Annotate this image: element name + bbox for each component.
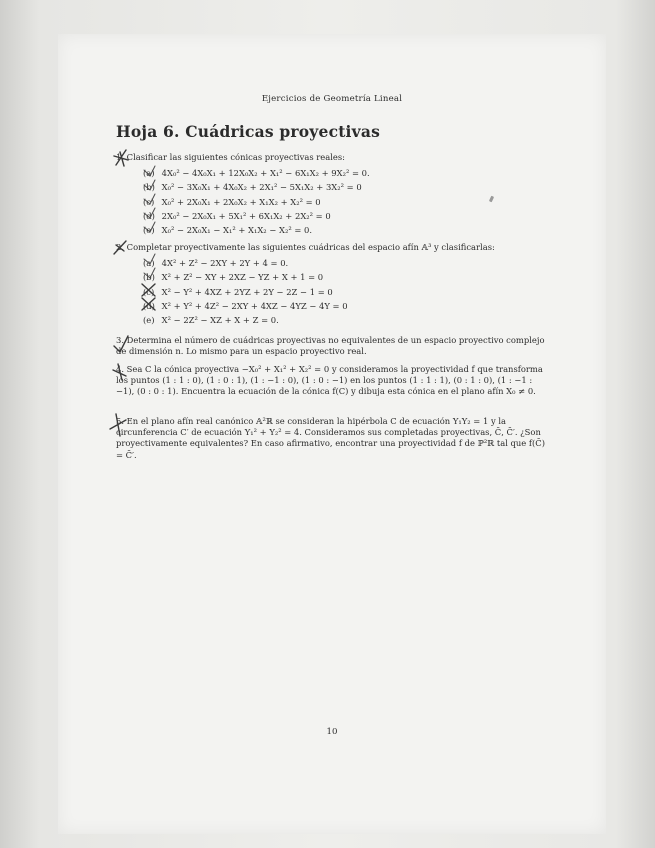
item-label: (c) bbox=[143, 196, 155, 207]
check-mark-exercise-3 bbox=[114, 336, 128, 352]
cross-mark-item-2c bbox=[142, 284, 155, 296]
paper-sheet bbox=[58, 34, 606, 834]
item-formula: X² − 2Z² − XZ + X + Z = 0. bbox=[161, 314, 279, 325]
item-formula: X₀² − 2X₀X₁ − X₁² + X₁X₂ − X₂² = 0. bbox=[161, 224, 313, 235]
item-formula: X₀² + 2X₀X₁ + 2X₀X₂ + X₁X₂ + X₂² = 0 bbox=[161, 196, 321, 207]
item-formula: 2X₀² − 2X₀X₁ + 5X₁² + 6X₁X₂ + 2X₂² = 0 bbox=[161, 210, 331, 221]
exercise-number: 5. bbox=[116, 416, 124, 426]
check-mark-item-1b bbox=[144, 180, 155, 190]
item-formula: X² − Y² + 4XZ + 2YZ + 2Y − 2Z − 1 = 0 bbox=[161, 286, 333, 297]
exercise-number: 3. bbox=[116, 335, 124, 345]
exercise-number: 1. bbox=[116, 152, 124, 162]
item-formula: X² + Y² + 4Z² − 2XY + 4XZ − 4YZ − 4Y = 0 bbox=[161, 300, 348, 311]
page-number: 10 bbox=[326, 727, 338, 737]
check-mark-item-1a bbox=[144, 166, 155, 176]
item-formula: 4X² + Z² − 2XY + 2Y + 4 = 0. bbox=[161, 258, 289, 269]
item-formula: X² + Z² − XY + 2XZ − YZ + X + 1 = 0 bbox=[161, 272, 324, 283]
exercise-text: Completar proyectivamente las siguientes cuádricas del espacio afín 𝔸³ y clasificarlas: bbox=[126, 242, 495, 252]
exercise-text: Clasificar las siguientes cónicas proyectivas reales: bbox=[126, 152, 346, 162]
item-formula: X₀² − 3X₀X₁ + 4X₀X₂ + 2X₁² − 5X₁X₂ + 3X₂² = 0 bbox=[161, 182, 362, 193]
item-label: (b) bbox=[143, 272, 155, 283]
exercise-number: 2. bbox=[116, 242, 124, 252]
item-label: (d) bbox=[143, 300, 155, 311]
item-label: (e) bbox=[143, 224, 155, 235]
exercise-number: 4. bbox=[116, 364, 124, 374]
item-label: (e) bbox=[143, 314, 155, 325]
item-label: (a) bbox=[143, 258, 155, 269]
page-title: Hoja 6. Cuádricas proyectivas bbox=[116, 122, 381, 141]
check-mark-item-1e bbox=[144, 222, 155, 232]
check-mark-item-1c bbox=[144, 194, 155, 204]
exercise-text: Determina el número de cuádricas proyectivas no equivalentes de un espacio proyectivo complejo de dimensión n. Lo mismo para un espacio proyectivo real. bbox=[116, 335, 545, 357]
check-mark-item-2b bbox=[144, 268, 155, 278]
check-mark-item-1d bbox=[144, 208, 155, 218]
check-mark-exercise-2 bbox=[114, 241, 126, 254]
exercise-text: En el plano afín real canónico 𝔸²ℝ se consideran la hipérbola C de ecuación Y₁Y₂ = 1 y la circunferencia C′ de ecuación Y₁² + Y₂² = 4. Consideramos sus completadas proyectivas, C̄, C̄′. ¿Son proyectivamente equivalentes? En caso afirmativo, encontrar una proyectividad f de ℙ²ℝ tal que f(C̄) = C̄′. bbox=[116, 416, 545, 460]
item-label: (a) bbox=[143, 168, 155, 179]
cross-mark-item-2d bbox=[142, 298, 155, 310]
pen-annotations bbox=[58, 34, 606, 834]
check-mark-exercise-1 bbox=[114, 150, 128, 166]
check-mark-exercise-4 bbox=[113, 364, 126, 380]
item-label: (b) bbox=[143, 182, 155, 193]
item-label: (c) bbox=[143, 286, 155, 297]
running-header: Ejercicios de Geometría Lineal bbox=[261, 94, 403, 104]
check-mark-item-2a bbox=[144, 254, 155, 264]
item-label: (d) bbox=[143, 210, 155, 221]
check-mark-exercise-5 bbox=[110, 414, 126, 436]
exercise-text: Sea C la cónica proyectiva −X₀² + X₁² + X₂² = 0 y consideramos la proyectividad f que transforma los puntos (1 : 1 : 0), (1 : 0 : 1), (1 : −1 : 0), (1 : 0 : −1) en los puntos (1 : 1 : 1), (0 : 1 : 0), (1 : −1 : −1), (0 : 0 : 1). Encuentra la ecuación de la cónica f(C) y dibuja esta cónica en el plano afín X₀ ≠ 0. bbox=[116, 364, 543, 397]
item-formula: 4X₀² − 4X₀X₁ + 12X₀X₂ + X₁² − 6X₁X₂ + 9X₂² = 0. bbox=[161, 168, 370, 179]
